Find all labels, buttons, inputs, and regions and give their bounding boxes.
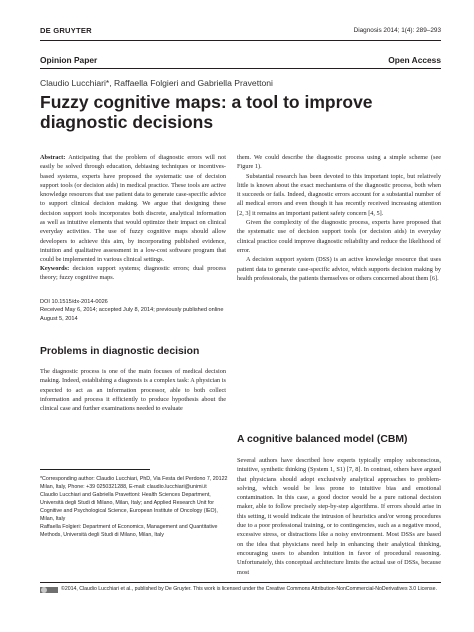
doi: DOI 10.1515/dx-2014-0026 <box>40 299 108 305</box>
journal-reference: Diagnosis 2014; 1(4): 289–293 <box>353 27 441 34</box>
section-heading-cbm: A cognitive balanced model (CBM) <box>237 434 408 445</box>
copyright-text: ©2014, Claudio Lucchiari et al., published by De Gruyter. This work is licensed under the Creative Commons Attribution-NonCommercial-NoDerivatives 3.0 License. <box>61 586 437 592</box>
section1-paragraph: The diagnostic process is one of the main focuses of medical decision making. Indeed, establishing a diagnosis is a complex task: A physician is expected to act as an information processor, able to both collect information and process it efficiently to produce hypothesis about the clinical case and further examinations needed to evaluate <box>40 368 226 413</box>
publication-history: Received May 6, 2014; accepted July 8, 2014; previously published online August 5, 2014 <box>40 307 224 322</box>
keywords-label: Keywords: <box>40 265 70 272</box>
section2-paragraph: Several authors have described how experts typically employ subconscious, intuitive, synthetic thinking (System 1, S1) [7, 8]. In contrast, others have argued that physicians should adopt exclusively analytical approaches to problem-solving, which would be less prone to intuitive bias and emotional contamination. In this case, a good doctor would be a pure rational decision maker, able to follow precisely step-by-step algorithms. If errors should arise in this setting, it would indicate the intrusion of heuristics and/or wrong procedures due to a poor professional training, or to contingencies, such as a negative mood, excessive stress, or distractions like a noisy environment. Most DSSs are based on the idea that physicians need help in enhancing their analytical thinking, encouraging users to abandon intuition in favor of procedural reasoning. Unfortunately, this conceptual architecture limits the actual use of DSSs, because most <box>237 457 441 576</box>
publication-dates <box>40 298 226 323</box>
abstract-text: Anticipating that the problem of diagnostic errors will not easily be solved through education, debiasing techniques or incentives-based systems, experts have proposed the systematic use of decision support tools (or decision aids) in medical practice. These tools are active knowledge resources that use patient data to generate case-specific advice to support clinical decision making. We argue that designing these decision support tools incorporates both discrete, analytical information as well as intuitive elements that would optimize their impact on clinical everyday activities. The use of fuzzy cognitive maps should allow developers to achieve this aim, by incorporating published evidence, intuition and qualitative assessment in a low-cost software program that could be implemented in various clinical settings. <box>40 154 227 264</box>
creative-commons-icon <box>40 587 58 593</box>
paragraph: Given the complexity of the diagnostic process, experts have proposed that the systematic use of decision support tools (or decision aids) in everyday clinical practice could improve diagnostic reliability and reduce the likelihood of error. <box>237 219 441 254</box>
section-body-cbm <box>237 456 441 577</box>
paragraph: them. We could describe the diagnostic process using a simple scheme (see Figure 1). <box>237 154 441 171</box>
affiliation-2: Raffaella Folgieri: Department of Economics, Management and Quantitative Methods, Università degli Studi di Milano, Milan, Italy <box>40 524 218 538</box>
abstract-label: Abstract: <box>40 154 66 161</box>
author-list: Claudio Lucchiari*, Raffaella Folgieri and Gabriella Pravettoni <box>40 78 273 88</box>
open-access-label: Open Access <box>388 55 441 65</box>
section-heading-problems: Problems in diagnostic decision <box>40 346 200 357</box>
right-column-text <box>237 153 441 283</box>
corresponding-author: *Corresponding author: Claudio Lucchiari, PhD, Via Festa del Perdono 7, 20122 Milan, Italy, Phone: +39 0250321288, E-mail: claudio.lucchiari@unimi.it <box>40 476 228 490</box>
abstract <box>40 153 226 265</box>
paragraph: A decision support system (DSS) is an active knowledge resource that uses patient data to generate case-specific advice, which supports decision making by health professionals, the patients themselves or others concerned about them [6]. <box>237 256 441 282</box>
meta-rule <box>40 68 441 69</box>
author-footnote <box>40 475 230 539</box>
footer-rule <box>40 582 441 583</box>
keywords <box>40 264 226 283</box>
publisher-name: DE GRUYTER <box>40 26 92 35</box>
paragraph: Substantial research has been devoted to this important topic, but relatively little is known about the exact mechanisms of the diagnostic process, both when it succeeds or fails. Indeed, diagnostic errors account for a substantial number of all medical errors and even though it has recently received increasing attention [2, 3] it remains an important patient safety concern [4, 5]. <box>237 172 441 217</box>
article-type: Opinion Paper <box>40 55 98 65</box>
article-title: Fuzzy cognitive maps: a tool to improve diagnostic decisions <box>40 92 373 132</box>
affiliation-1: Claudio Lucchiari and Gabriella Pravettoni: Health Sciences Department, Università degli Studi di Milano, Milan, Italy; and Applied Research Unit for Cognitive and Psychological Science, European Institute of Oncology (IEO), Milan, Italy <box>40 492 218 522</box>
section-body-problems <box>40 367 226 413</box>
footnote-rule <box>40 469 150 470</box>
keywords-text: decision support systems; diagnostic errors; dual process theory; fuzzy cognitive maps. <box>40 265 227 282</box>
header-rule <box>40 40 441 41</box>
copyright-notice <box>40 586 441 593</box>
